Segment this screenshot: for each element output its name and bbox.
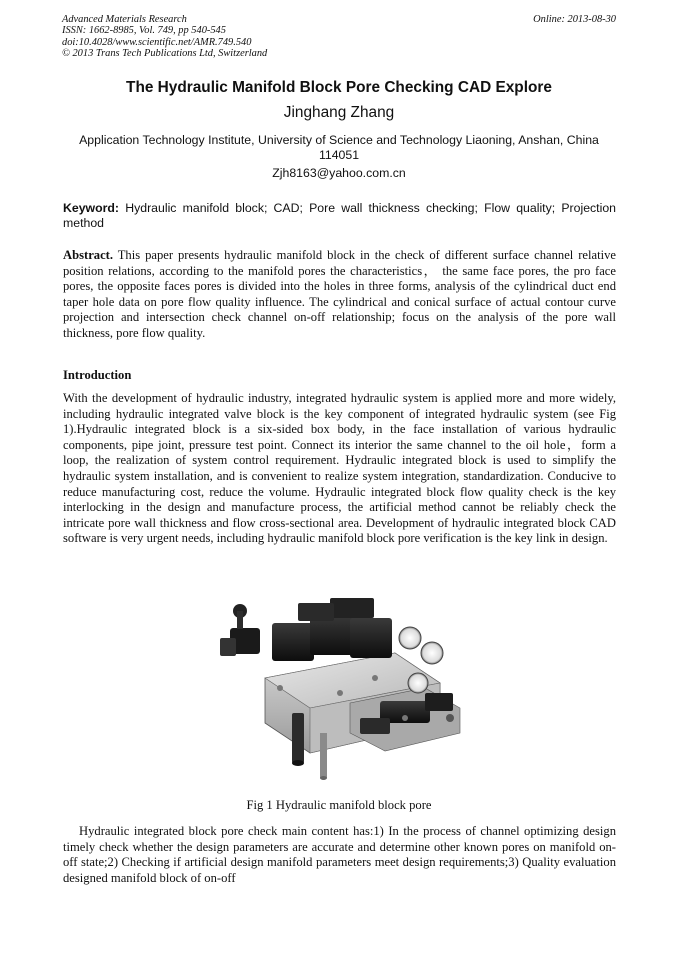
abstract-label: Abstract. xyxy=(63,248,114,262)
copyright-line: © 2013 Trans Tech Publications Ltd, Switzerland xyxy=(62,48,268,60)
figure-caption: Fig 1 Hydraulic manifold block pore xyxy=(246,798,432,812)
keywords xyxy=(63,201,616,231)
journal-name: Advanced Materials Research xyxy=(62,14,187,25)
affiliation: Application Technology Institute, University of Science and Technology Liaoning, Anshan, China 114051 xyxy=(79,133,599,162)
abstract xyxy=(63,248,616,342)
abstract-text: This paper presents hydraulic manifold block in the check of different surface channel relative position relations, according to the manifold pores the characteristics， the same face pores, the pro face pores, the opposite faces pores is divided into the holes in three forms, analysis of the cylindrical duct end taper hole data on pore flow quality influence. The cylindrical and conical surface of actual contour curve projection and intersection check channel on-off relationship; focus on the analysis of the pore wall thickness, pore flow quality. xyxy=(63,248,616,340)
issn-line: ISSN: 1662-8985, Vol. 749, pp 540-545 xyxy=(62,25,226,37)
introduction-heading: Introduction xyxy=(63,368,132,382)
page-header xyxy=(62,14,616,60)
author-name: Jinghang Zhang xyxy=(283,104,395,121)
introduction-paragraph: With the development of hydraulic industry, integrated hydraulic system is applied more and more widely, including hydraulic integrated valve block is the key component of integrated hydraulic system (see Fig 1).Hydraulic integrated block is a six-sided box body, in the face installation of various hydraulic components, pipe joint, pressure test point. Connect its interior the same channel to the oil hole，form a loop, the realization of system control requirement. Hydraulic integrated block is used to simplify the hydraulic system installation, and is convenient to realize system integration, standardization. Conducive to reduce manufacturing cost, reduce the volume. Hydraulic integrated block flow quality check is the key interlocking in the design and manufacture process, the artificial method cannot be reliably check the intricate pore wall thickness and flow cross-sectional area. Development of hydraulic integrated block CAD software is very urgent needs, including hydraulic manifold block pore verification is the key link in design. xyxy=(63,391,616,546)
body-paragraph-2: Hydraulic integrated block pore check main content has:1) In the process of channel optimizing design timely check whether the design parameters are accurate and determine other known pores on manifold on-off state;2) Checking if artificial design manifold parameters meet design requirements;3) Quality evaluation designed manifold block of on-off xyxy=(63,824,616,885)
paper-title: The Hydraulic Manifold Block Pore Checking CAD Explore xyxy=(126,79,552,96)
author-email: Zjh8163@yahoo.com.cn xyxy=(272,166,406,180)
keywords-text: Hydraulic manifold block; CAD; Pore wall thickness checking; Flow quality; Projection method xyxy=(63,201,617,231)
doi-line: doi:10.4028/www.scientific.net/AMR.749.540 xyxy=(62,36,252,48)
keywords-label: Keyword: xyxy=(63,201,120,215)
hydraulic-manifold-figure xyxy=(210,583,470,783)
online-date: Online: 2013-08-30 xyxy=(533,14,616,25)
